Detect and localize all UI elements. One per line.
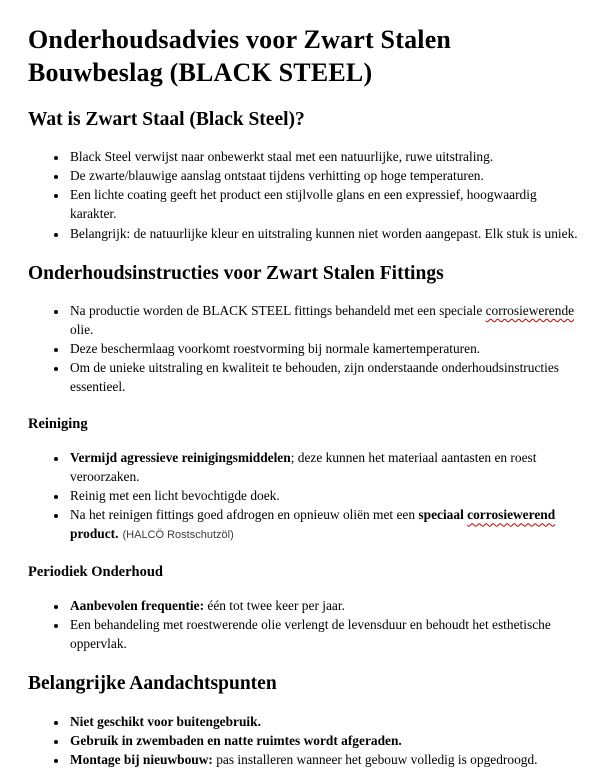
section-heading-3: Periodiek Onderhoud — [28, 563, 163, 580]
list-item — [68, 224, 583, 243]
text-run: Gebruik in zwembaden en natte ruimtes wordt afgeraden. — [70, 732, 402, 748]
bullet-list — [28, 712, 583, 769]
text-run: Reinig met een licht bevochtigde doek. — [70, 488, 280, 504]
list-item — [68, 712, 583, 731]
section-heading-4: Belangrijke Aandachtspunten — [28, 673, 277, 695]
text-run: speciaal — [418, 507, 468, 523]
bullet-list — [28, 301, 583, 396]
product-note: (HALCÖ Rostschutzöl) — [122, 529, 234, 542]
bullet-list — [28, 596, 583, 653]
text-run: Om de unieke uitstraling en kwaliteit te behouden, zijn onderstaande onderhoudsinstructies essentieel. — [70, 360, 560, 395]
list-item — [68, 301, 583, 339]
section-heading-1: Onderhoudsinstructies voor Zwart Stalen Fittings — [28, 262, 444, 284]
list-item — [68, 505, 583, 544]
text-run: één tot twee keer per jaar. — [204, 598, 345, 614]
spellcheck-flagged-word: corrosiewerende — [485, 302, 575, 318]
list-item — [68, 486, 583, 505]
list-item — [68, 731, 583, 750]
text-run: Black Steel verwijst naar onbewerkt staal met een natuurlijke, ruwe uitstraling. — [70, 149, 494, 165]
text-run: product. — [70, 526, 119, 542]
list-item — [68, 448, 583, 486]
text-run: ; deze kunnen het materiaal aantasten en roest veroorzaken. — [70, 450, 537, 485]
text-run: Niet geschikt voor buitengebruik. — [70, 713, 261, 729]
text-run: pas installeren wanneer het gebouw volledig is opgedroogd. — [212, 751, 538, 767]
bullet-list — [28, 147, 583, 242]
spellcheck-flagged-word: corrosiewerend — [467, 507, 556, 523]
list-item — [68, 596, 583, 615]
text-run: Aanbevolen frequentie: — [70, 598, 205, 614]
list-item — [68, 339, 583, 358]
section-heading-0: Wat is Zwart Staal (Black Steel)? — [28, 109, 305, 130]
text-run: Deze beschermlaag voorkomt roestvorming bij normale kamertemperaturen. — [70, 340, 481, 356]
list-item — [68, 147, 583, 166]
bullet-list — [28, 448, 583, 544]
document-sections — [28, 108, 583, 769]
text-run: Belangrijk: de natuurlijke kleur en uitstraling kunnen niet worden aangepast. Elk stuk is uniek. — [70, 225, 578, 241]
list-item — [68, 166, 583, 185]
text-run: Na het reinigen fittings goed afdrogen en opnieuw oliën met een — [70, 507, 419, 523]
text-run: Na productie worden de BLACK STEEL fittings behandeld met een speciale — [70, 302, 486, 318]
text-run: Montage bij nieuwbouw: — [70, 751, 213, 767]
text-run: De zwarte/blauwige aanslag ontstaat tijdens verhitting op hoge temperaturen. — [70, 168, 484, 184]
list-item — [68, 185, 583, 223]
document-title: Onderhoudsadvies voor Zwart Stalen Bouwbeslag (BLACK STEEL) — [28, 25, 452, 87]
list-item — [68, 358, 583, 396]
text-run: Een lichte coating geeft het product een stijlvolle glans en een expressief, hoogwaardig karakter. — [70, 187, 537, 222]
list-item — [68, 615, 583, 653]
section-heading-2: Reiniging — [28, 416, 88, 433]
text-run: Een behandeling met roestwerende olie verlengt de levensduur en behoudt het esthetische oppervlak. — [70, 617, 551, 652]
text-run: Vermijd agressieve reinigingsmiddelen — [70, 450, 291, 466]
list-item — [68, 750, 583, 769]
text-run: olie. — [70, 321, 94, 337]
